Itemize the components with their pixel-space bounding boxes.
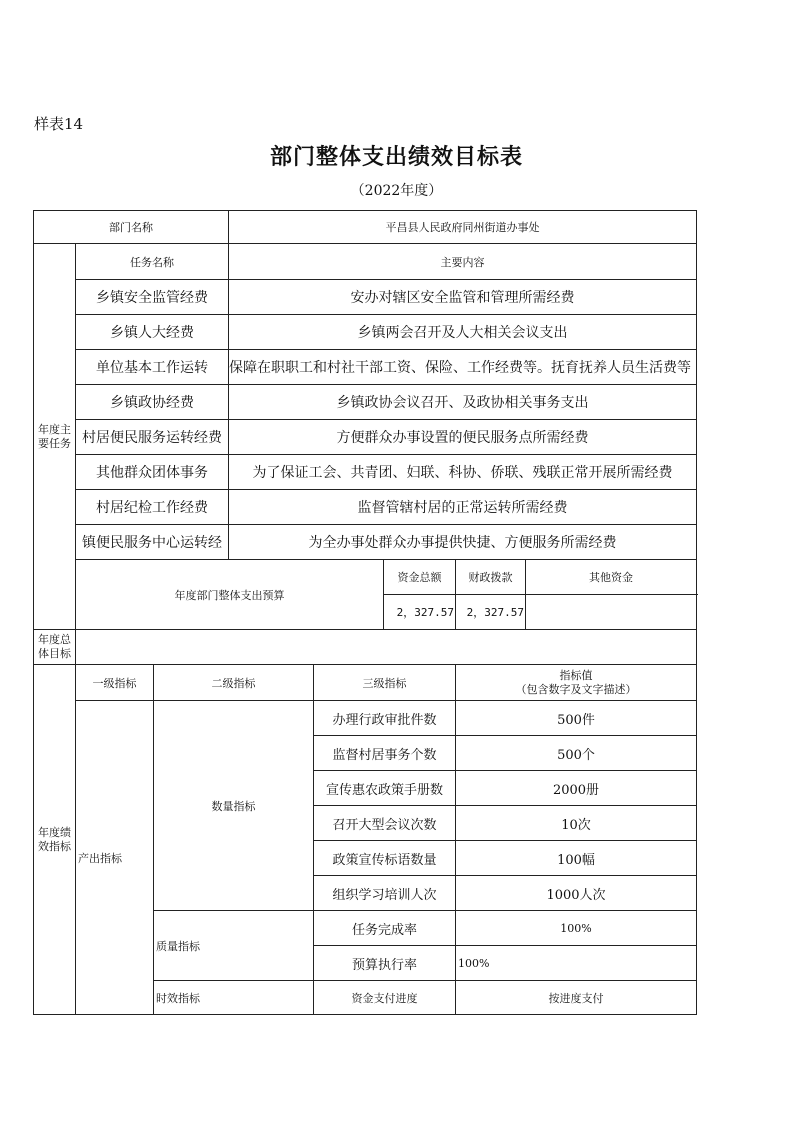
- sample-label: 样表14: [34, 115, 84, 133]
- indicator-h2: 二级指标: [154, 665, 314, 701]
- performance-table: [33, 210, 697, 1015]
- task-row: [34, 280, 697, 315]
- task-content: 为全办事处群众办事提供快捷、方便服务所需经费: [229, 525, 697, 560]
- task-row: [34, 315, 697, 350]
- indicator-value: 500件: [456, 701, 697, 736]
- task-row: [34, 420, 697, 455]
- task-row: [34, 525, 697, 560]
- indicator-name: 办理行政审批件数: [314, 701, 456, 736]
- task-row: [34, 455, 697, 490]
- budget-fiscal-value: 2，327.57: [456, 595, 526, 630]
- indicator-name: 组织学习培训人次: [314, 876, 456, 911]
- indicator-value: 按进度支付: [456, 981, 697, 1015]
- quantity-label: 数量指标: [154, 701, 314, 911]
- indicator-value: 100幅: [456, 841, 697, 876]
- page-title: 部门整体支出绩效目标表: [269, 144, 523, 170]
- task-content: 监督管辖村居的正常运转所需经费: [229, 490, 697, 525]
- indicator-name: 资金支付进度: [314, 981, 456, 1015]
- goal-row: [34, 630, 697, 665]
- indicator-value: 10次: [456, 806, 697, 841]
- budget-label: 年度部门整体支出预算: [76, 560, 384, 630]
- indicator-name: 监督村居事务个数: [314, 736, 456, 771]
- task-content: 方便群众办事设置的便民服务点所需经费: [229, 420, 697, 455]
- indicator-header-row: [34, 665, 697, 701]
- indicator-value: 100%: [456, 946, 697, 981]
- department-row: [34, 211, 697, 244]
- indicator-h4-title: 指标值: [559, 668, 593, 682]
- task-name: 其他群众团体事务: [76, 455, 229, 490]
- task-row: [34, 350, 697, 385]
- indicator-name: 政策宣传标语数量: [314, 841, 456, 876]
- task-content-header: 主要内容: [229, 244, 697, 280]
- task-content: 为了保证工会、共青团、妇联、科协、侨联、残联正常开展所需经费: [229, 455, 697, 490]
- indicator-h3: 三级指标: [314, 665, 456, 701]
- indicator-name: 宣传惠农政策手册数: [314, 771, 456, 806]
- tasks-section-label: 年度主要任务: [34, 244, 76, 630]
- task-content: 安办对辖区安全监管和管理所需经费: [229, 280, 697, 315]
- timeliness-label: 时效指标: [154, 981, 314, 1015]
- task-content: 乡镇两会召开及人大相关会议支出: [229, 315, 697, 350]
- goal-label: 年度总体目标: [34, 630, 76, 665]
- task-name-header: 任务名称: [76, 244, 229, 280]
- budget-total-value: 2，327.57: [384, 595, 456, 630]
- task-name: 镇便民服务中心运转经: [76, 525, 229, 560]
- budget-header-row: [34, 560, 697, 595]
- indicator-name: 预算执行率: [314, 946, 456, 981]
- indicator-h4-sub: （包含数字及文字描述）: [515, 682, 637, 696]
- task-row: [34, 385, 697, 420]
- task-row: [34, 490, 697, 525]
- task-header-row: [34, 244, 697, 280]
- indicators-section-label: 年度绩效指标: [34, 665, 76, 1015]
- budget-fiscal-label: 财政拨款: [456, 560, 526, 595]
- department-label: 部门名称: [34, 211, 229, 244]
- task-name: 村居便民服务运转经费: [76, 420, 229, 455]
- task-name: 乡镇政协经费: [76, 385, 229, 420]
- indicator-value: 2000册: [456, 771, 697, 806]
- task-name: 单位基本工作运转: [76, 350, 229, 385]
- quality-label: 质量指标: [154, 911, 314, 981]
- indicator-row: [34, 701, 697, 736]
- department-value: 平昌县人民政府同州街道办事处: [229, 211, 697, 244]
- indicator-value: 500个: [456, 736, 697, 771]
- indicator-value: 100%: [456, 911, 697, 946]
- output-label: 产出指标: [76, 701, 154, 1015]
- budget-total-label: 资金总额: [384, 560, 456, 595]
- indicator-h4: [456, 665, 697, 701]
- indicator-name: 召开大型会议次数: [314, 806, 456, 841]
- goal-value: [76, 630, 697, 665]
- task-name: 乡镇安全监管经费: [76, 280, 229, 315]
- year-label: （2022年度）: [350, 183, 443, 199]
- task-content: 保障在职职工和村社干部工资、保险、工作经费等。抚育抚养人员生活费等: [229, 350, 697, 385]
- task-name: 乡镇人大经费: [76, 315, 229, 350]
- indicator-h1: 一级指标: [76, 665, 154, 701]
- indicator-value: 1000人次: [456, 876, 697, 911]
- budget-other-value: [526, 595, 697, 630]
- task-content: 乡镇政协会议召开、及政协相关事务支出: [229, 385, 697, 420]
- budget-other-label: 其他资金: [526, 560, 697, 595]
- task-name: 村居纪检工作经费: [76, 490, 229, 525]
- indicator-name: 任务完成率: [314, 911, 456, 946]
